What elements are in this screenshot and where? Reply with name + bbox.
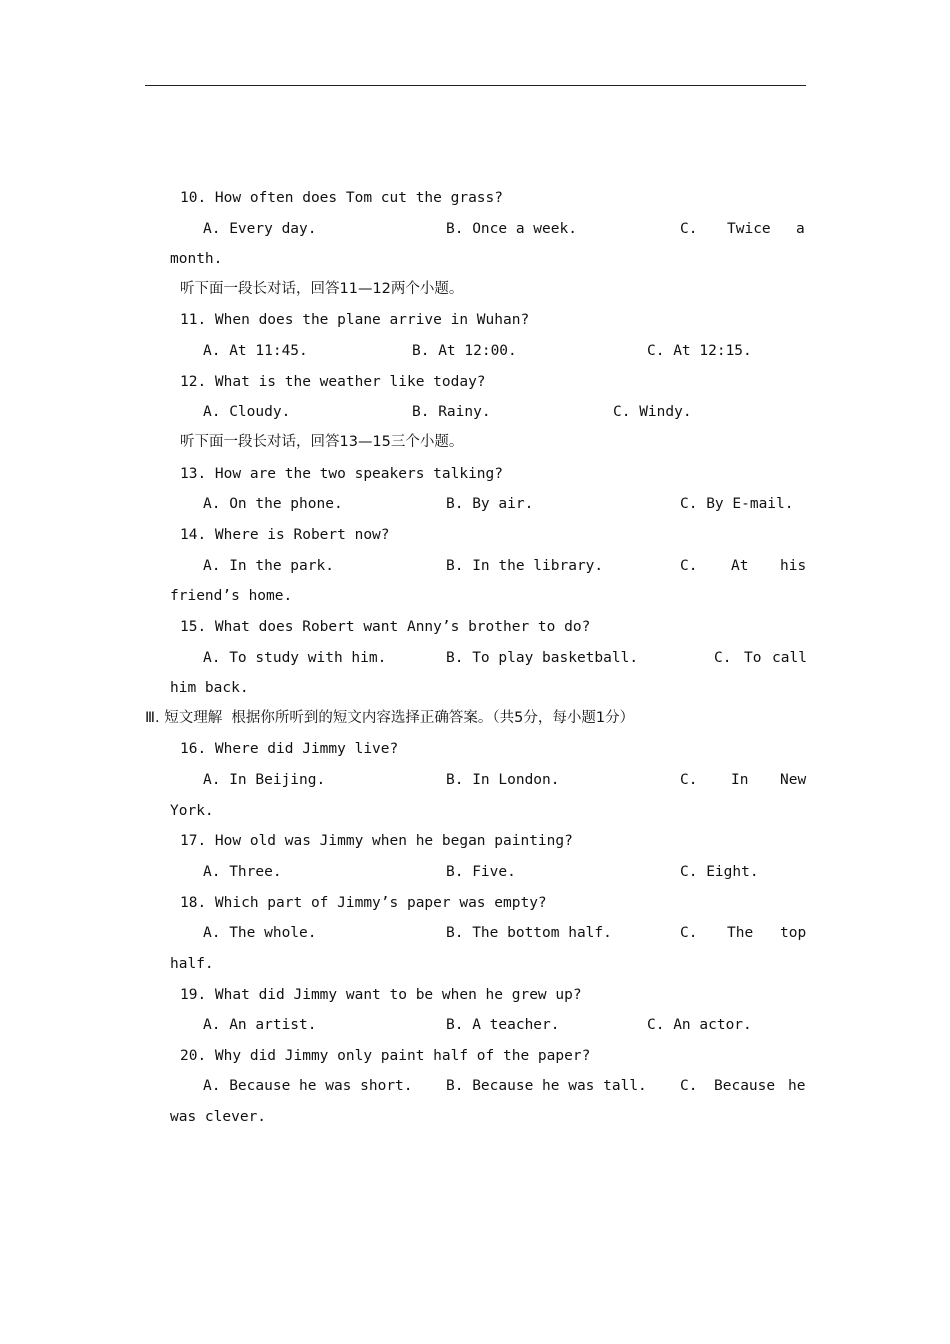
q14-option-c-label: C. [680,558,698,574]
question-11: 11. When does the plane arrive in Wuhan? [180,312,530,328]
q10-option-c-word2: a [796,221,805,237]
q18-option-c-word2: top [780,925,807,941]
q19-option-b: B. A teacher. [446,1017,560,1033]
q10-option-c-continuation: month. [170,251,223,267]
q20-option-c-word2: he [788,1078,806,1094]
q15-option-c-word2: call [772,650,807,666]
q15-option-a: A. To study with him. [203,650,387,666]
q20-option-c-word1: Because [714,1078,776,1094]
question-15: 15. What does Robert want Anny’s brother to do? [180,619,591,635]
q14-option-b: B. In the library. [446,558,604,574]
question-12: 12. What is the weather like today? [180,374,486,390]
q16-option-c-label: C. [680,772,698,788]
question-18: 18. Which part of Jimmy’s paper was empty? [180,895,547,911]
q14-option-a: A. In the park. [203,558,334,574]
q18-option-b: B. The bottom half. [446,925,612,941]
q10-option-b: B. Once a week. [446,221,577,237]
q20-option-a: A. Because he was short. [203,1078,413,1094]
q20-option-c-continuation: was clever. [170,1109,267,1125]
q10-option-a: A. Every day. [203,221,317,237]
question-17: 17. How old was Jimmy when he began painting? [180,833,573,849]
q16-option-c-word1: In [731,772,749,788]
question-16: 16. Where did Jimmy live? [180,741,399,757]
q14-option-c-word2: his [780,558,807,574]
q15-option-c-label: C. [714,650,732,666]
q12-option-a: A. Cloudy. [203,404,291,420]
q15-option-b: B. To play basketball. [446,650,639,666]
q10-option-c-label: C. [680,221,698,237]
dialogue-intro-13-15: 听下面一段长对话，回答13—15三个小题。 [180,434,464,450]
q20-option-b: B. Because he was tall. [446,1078,647,1094]
question-14: 14. Where is Robert now? [180,527,390,543]
q16-option-b: B. In London. [446,772,560,788]
q11-option-a: A. At 11:45. [203,343,308,359]
q11-option-c: C. At 12:15. [647,343,752,359]
q13-option-a: A. On the phone. [203,496,343,512]
section-3-heading: Ⅲ. 短文理解 根据你所听到的短文内容选择正确答案。（共5分，每小题1分） [145,710,635,726]
header-rule [145,85,806,86]
question-13: 13. How are the two speakers talking? [180,466,504,482]
q18-option-c-label: C. [680,925,698,941]
q13-option-c: C. By E-mail. [680,496,794,512]
q10-option-c-word1: Twice [727,221,771,237]
q16-option-a: A. In Beijing. [203,772,326,788]
question-10: 10. How often does Tom cut the grass? [180,190,504,206]
q14-option-c-continuation: friend’s home. [170,588,293,604]
q16-option-c-word2: New [780,772,807,788]
q17-option-c: C. Eight. [680,864,759,880]
dialogue-intro-11-12: 听下面一段长对话，回答11—12两个小题。 [180,281,464,297]
question-19: 19. What did Jimmy want to be when he grew up? [180,987,582,1003]
q16-option-c-continuation: York. [170,803,214,819]
q19-option-a: A. An artist. [203,1017,317,1033]
q12-option-b: B. Rainy. [412,404,491,420]
q15-option-c-continuation: him back. [170,680,249,696]
q18-option-a: A. The whole. [203,925,317,941]
q19-option-c: C. An actor. [647,1017,752,1033]
q15-option-c-word1: To [744,650,762,666]
q14-option-c-word1: At [731,558,749,574]
q17-option-b: B. Five. [446,864,516,880]
question-20: 20. Why did Jimmy only paint half of the paper? [180,1048,591,1064]
q11-option-b: B. At 12:00. [412,343,517,359]
q20-option-c-label: C. [680,1078,698,1094]
q17-option-a: A. Three. [203,864,282,880]
q18-option-c-word1: The [727,925,754,941]
q18-option-c-continuation: half. [170,956,214,972]
q13-option-b: B. By air. [446,496,534,512]
q12-option-c: C. Windy. [613,404,692,420]
